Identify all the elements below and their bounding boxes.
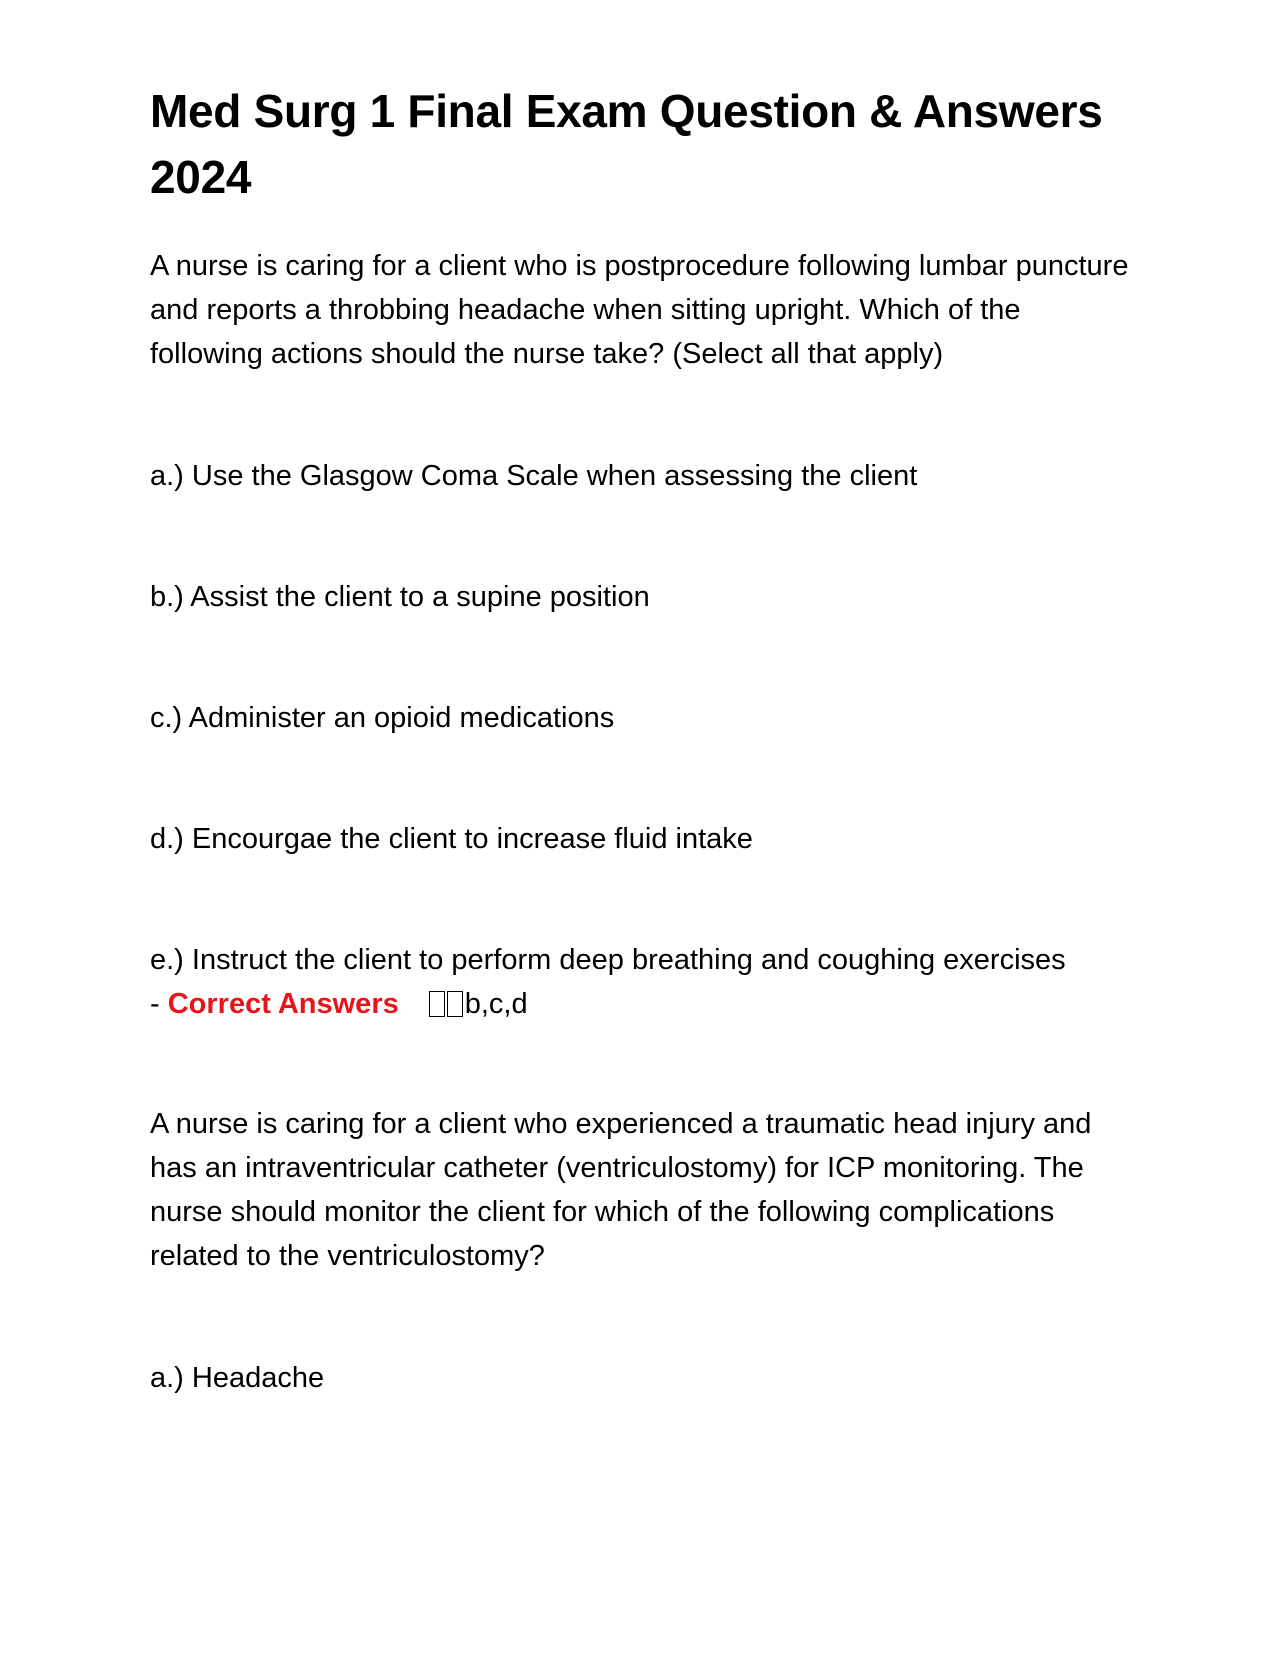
document-page — [150, 78, 1140, 1400]
question-2-stem: A nurse is caring for a client who experienced a traumatic head injury and has an intraventricular catheter (ventriculostomy) for ICP monitoring. The nurse should monitor the client for which of the following complications related to the ventriculostomy? — [150, 1108, 1092, 1272]
question-1-option-e — [150, 938, 1140, 1026]
question-1-option-d: d.) Encourgae the client to increase fluid intake — [150, 823, 753, 855]
missing-glyph-icon — [429, 988, 465, 1020]
question-1-option-b: b.) Assist the client to a supine position — [150, 581, 650, 613]
question-1-option-e-text: e.) Instruct the client to perform deep breathing and coughing exercises — [150, 944, 1066, 976]
correct-answers-value: b,c,d — [464, 988, 528, 1020]
correct-answers-label: Correct Answers — [167, 988, 399, 1020]
question-1-stem: A nurse is caring for a client who is postprocedure following lumbar puncture and reports a throbbing headache when sitting upright. Which of the following actions should the nurse take? (Select all that apply) — [150, 250, 1129, 370]
document-title: Med Surg 1 Final Exam Question & Answers 2024 — [150, 85, 1103, 203]
question-1-option-c: c.) Administer an opioid medications — [150, 702, 615, 734]
question-1-option-a: a.) Use the Glasgow Coma Scale when assessing the client — [150, 460, 918, 492]
question-2-option-a: a.) Headache — [150, 1362, 325, 1394]
answer-prefix: - — [150, 988, 168, 1020]
